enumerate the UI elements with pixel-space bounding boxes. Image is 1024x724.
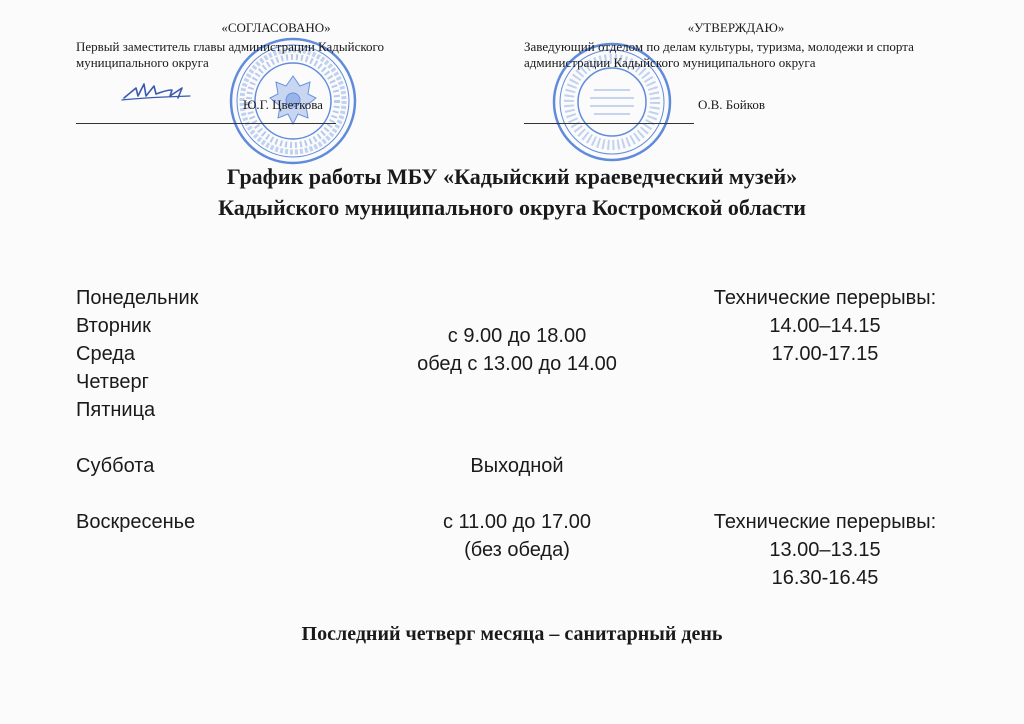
day-label: Вторник — [76, 315, 151, 337]
day-label: Воскресенье — [76, 511, 196, 533]
lunch-break: обед с 13.00 до 14.00 — [417, 353, 617, 375]
weekday-technical-breaks — [680, 284, 970, 368]
break-time: 16.30-16.45 — [771, 567, 879, 589]
lunch-note: (без обеда) — [464, 539, 570, 561]
handwritten-signature — [120, 78, 195, 104]
break-time: 14.00–14.15 — [769, 315, 881, 337]
day-label: Суббота — [76, 455, 155, 477]
signer-name: Ю.Г. Цветкова — [243, 97, 323, 112]
working-hours: с 11.00 до 17.00 — [442, 511, 592, 533]
breaks-label: Технические перерывы: — [713, 511, 937, 533]
working-hours: с 9.00 до 18.00 — [447, 325, 587, 347]
day-label: Понедельник — [76, 287, 199, 309]
signer-name: О.В. Бойков — [698, 97, 766, 112]
approval-heading: «СОГЛАСОВАНО» — [221, 20, 331, 35]
weekday-hours — [382, 322, 652, 378]
signature-line — [76, 123, 336, 124]
approver-position: Заведующий отделом по делам культуры, туризма, молодежи и спорта администрации Кадыйского муниципального округа — [524, 39, 914, 70]
day-off-status: Выходной — [470, 455, 564, 477]
breaks-label: Технические перерывы: — [713, 287, 937, 309]
document-title: График работы МБУ «Кадыйский краеведческий музей» — [226, 164, 798, 189]
sanitary-day-note: Последний четверг месяца – санитарный день — [301, 623, 723, 645]
day-label: Четверг — [76, 371, 149, 393]
approver-position: Первый заместитель главы администрации Кадыйского муниципального округа — [76, 39, 385, 70]
approval-heading: «УТВЕРЖДАЮ» — [687, 20, 785, 35]
break-time: 13.00–13.15 — [769, 539, 881, 561]
day-label: Среда — [76, 343, 136, 365]
day-label: Пятница — [76, 399, 156, 421]
sunday-hours — [382, 508, 652, 564]
signature-line — [524, 123, 694, 124]
sunday-technical-breaks — [680, 508, 970, 592]
document-subtitle: Кадыйского муниципального округа Костромской области — [218, 195, 806, 220]
break-time: 17.00-17.15 — [771, 343, 879, 365]
weekdays-list — [76, 284, 198, 424]
